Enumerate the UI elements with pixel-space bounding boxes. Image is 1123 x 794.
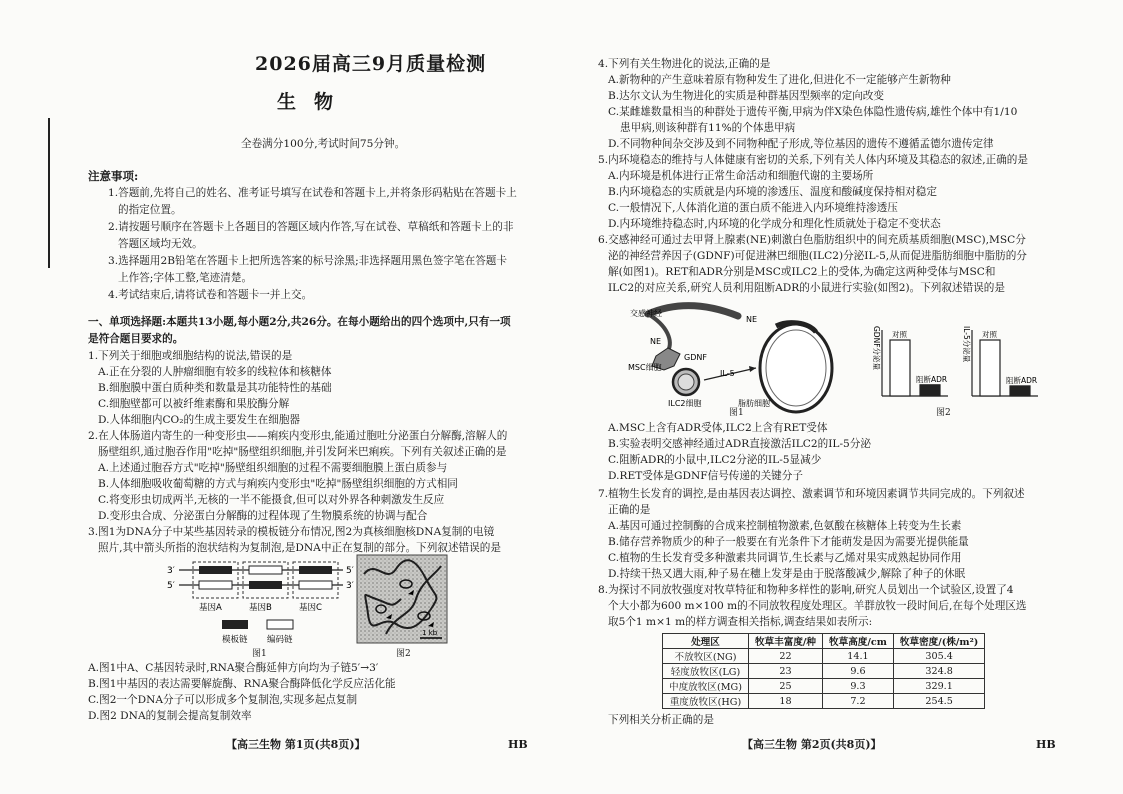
- table-header-cell: 牧草密度/(株/m²): [893, 634, 984, 649]
- q2-option: C.将变形虫切成两半,无核的一半不能摄食,但可以对外界各种刺激发生反应: [98, 494, 445, 506]
- q1-option: D.人体细胞内CO₂的生成主要发生在细胞器: [98, 414, 301, 426]
- table-cell: 7.2: [823, 694, 894, 709]
- chart-bar-label: 阻断ADR: [1006, 375, 1038, 385]
- q2-stem: 2.在人体肠道内寄生的一种变形虫——痢疾内变形虫,能通过胞吐分泌蛋白分解酶,溶解人的: [88, 430, 508, 442]
- q7-option: C.植物的生长发育受多种激素共同调节,生长素与乙烯对果实成熟起协同作用: [608, 552, 962, 564]
- scale-bar-label: 1 kb: [422, 629, 438, 637]
- section-heading: 一、单项选择题:本题共13小题,每小题2分,共26分。在每小题给出的四个选项中,只有一项: [88, 316, 511, 328]
- notice-line: 2.请按题号顺序在答题卡上各题目的答题区域内作答,写在试卷、草稿纸和答题卡上的非: [108, 221, 514, 233]
- ne-label: NE: [746, 315, 758, 324]
- q6-stem: ILC2的对应关系,研究人员利用阻断ADR的小鼠进行实验(如图2)。下列叙述错误的是: [608, 282, 1005, 294]
- q6-stem: 解(如图1)。RET和ADR分别是MSC或ILC2上的受体,为确定这两种受体与MSC和: [608, 266, 996, 278]
- exam-title: 2026届高三9月质量检测: [255, 53, 487, 75]
- table-header-cell: 牧草高度/cm: [823, 634, 894, 649]
- template-strand-segment: [199, 566, 232, 574]
- table-cell: 324.8: [893, 664, 984, 679]
- legend-coding-swatch: [267, 620, 293, 629]
- q6-figure-1: [628, 296, 838, 418]
- notice-line: 上作答;字体工整,笔迹清楚。: [118, 272, 253, 284]
- q6-option: C.阻断ADR的小鼠中,ILC2分泌的IL-5显减少: [608, 454, 822, 466]
- page-footer: 【高三生物 第1页(共8页)】: [226, 738, 366, 751]
- q3-option: B.图1中基因的表达需要解旋酶、RNA聚合酶降低化学反应活化能: [88, 678, 396, 690]
- q6-option: B.实验表明交感神经通过ADR直接激活ILC2的IL-5分泌: [608, 438, 871, 450]
- table-cell: 9.3: [823, 679, 894, 694]
- q3-stem: 照片,其中箭头所指的泡状结构为复制泡,是DNA中正在复制的部分。下列叙述错误的是: [98, 542, 501, 554]
- q5-option: B.内环境稳态的实质就是内环境的渗透压、温度和酸碱度保持相对稳定: [608, 186, 937, 198]
- q2-option: A.上述通过胞吞方式"吃掉"肠壁组织细胞的过程不需要细胞膜上蛋白质参与: [98, 462, 448, 474]
- notice-line: 答题区域均无效。: [118, 238, 203, 250]
- gene-a-label: 基因A: [199, 603, 222, 613]
- q7-option: D.持续干热又遇大雨,种子易在穗上发芽是由于脱落酸减少,解除了种子的休眠: [608, 568, 966, 580]
- gene-b-label: 基因B: [249, 603, 272, 613]
- gene-c-label: 基因C: [299, 603, 322, 613]
- q5-option: A.内环境是机体进行正常生命活动和细胞代谢的主要场所: [608, 170, 874, 182]
- notice-line: 3.选择题用2B铅笔在答题卡上把所选答案的标号涂黑;非选择题用黑色签字笔在答题卡: [108, 255, 507, 267]
- q2-option: D.变形虫合成、分泌蛋白分解酶的过程体现了生物膜系统的协调与配合: [98, 510, 428, 522]
- page-footer-code: HB: [508, 738, 528, 751]
- chart-bar: [980, 340, 1000, 396]
- msc-label: MSC细胞: [628, 363, 662, 372]
- table-cell: 9.6: [823, 664, 894, 679]
- fig1-caption: 图1: [252, 649, 267, 659]
- chart-bar-label: 对照: [892, 330, 907, 339]
- strand-5-right: 5′: [346, 566, 354, 576]
- coding-strand-segment: [299, 581, 332, 589]
- table-row: [663, 649, 985, 664]
- coding-strand-segment: [199, 581, 232, 589]
- q7-stem: 7.植物生长发育的调控,是由基因表达调控、激素调节和环境因素调节共同完成的。下列叙述: [598, 488, 1025, 500]
- chart-bar-label: 阻断ADR: [916, 374, 948, 384]
- table-cell: 22: [748, 649, 822, 664]
- q8-stem: 8.为探讨不同放牧强度对牧草特征和物种多样性的影响,研究人员划出一个试验区,设置了4: [598, 584, 1014, 596]
- q6-fig2-caption: 图2: [936, 408, 951, 418]
- q6-stem: 泌的神经营养因子(GDNF)可促进淋巴细胞(ILC2)分泌IL-5,从而促进脂肪细胞中脂肪的分: [608, 250, 1027, 262]
- page-footer-code: HB: [1036, 738, 1056, 751]
- q8-stem: 个大小都为600 m×100 m的不同放牧程度处理区。羊群放牧一段时间后,在每个处理区选: [608, 600, 1027, 612]
- template-strand-segment: [249, 581, 282, 589]
- chart-bar-label: 对照: [982, 330, 997, 339]
- table-cell: 中度放牧区(MG): [663, 679, 749, 694]
- table-header-row: [663, 634, 985, 649]
- binding-line: [48, 118, 50, 268]
- chart-bar: [1010, 386, 1030, 396]
- q5-option: D.内环境维持稳态时,内环境的化学成分和理化性质就处于稳定不变状态: [608, 218, 941, 230]
- q4-option: B.达尔文认为生物进化的实质是种群基因型频率的定向改变: [608, 90, 884, 102]
- q4-stem: 4.下列有关生物进化的说法,正确的是: [598, 58, 771, 70]
- q3-option: A.图1中A、C基因转录时,RNA聚合酶延伸方向均为子链5′→3′: [88, 662, 379, 674]
- chart-bar: [890, 340, 910, 396]
- q6-option: A.MSC上含有ADR受体,ILC2上含有RET受体: [608, 422, 828, 434]
- q6-figure-2-charts: [862, 318, 1038, 404]
- table-cell: 25: [748, 679, 822, 694]
- fat-cell: [760, 324, 832, 412]
- table-cell: 不放牧区(NG): [663, 649, 749, 664]
- strand-5-label: 5′: [167, 581, 175, 591]
- q3-figure-1: [165, 560, 355, 660]
- subject-title: 生物: [277, 91, 352, 113]
- table-cell: 305.4: [893, 649, 984, 664]
- sympathetic-label: 交感神经: [630, 309, 662, 318]
- q3-option: D.图2 DNA的复制会提高复制效率: [88, 710, 252, 722]
- q6-fig1-caption: 图1: [729, 408, 744, 418]
- fat-label: 脂肪细胞: [738, 399, 770, 408]
- q6-stem: 6.交感神经可通过去甲肾上腺素(NE)刺激白色脂肪组织中的间充质基质细胞(MSC),MSC分: [598, 234, 1026, 246]
- table-cell: 14.1: [823, 649, 894, 664]
- q3-stem: 3.图1为DNA分子中某些基因转录的模板链分布情况,图2为真核细胞核DNA复制的电镜: [88, 526, 495, 538]
- strand-3-label: 3′: [167, 566, 175, 576]
- q2-option: B.人体细胞吸收葡萄糖的方式与痢疾内变形虫"吃掉"肠壁组织细胞的方式相同: [98, 478, 458, 490]
- exam-page-1: [0, 0, 560, 794]
- q4-option: C.某雌雄数量相当的种群处于遗传平衡,甲病为伴X染色体隐性遗传病,雄性个体中有1/10: [608, 106, 1018, 118]
- table-cell: 18: [748, 694, 822, 709]
- q4-option: A.新物种的产生意味着原有物种发生了进化,但进化不一定能够产生新物种: [608, 74, 951, 86]
- notice-line: 4.考试结束后,请将试卷和答题卡一并上交。: [108, 289, 313, 301]
- q8-after: 下列相关分析正确的是: [608, 714, 714, 726]
- legend-template-swatch: [222, 620, 248, 629]
- q6-option: D.RET受体是GDNF信号传递的关键分子: [608, 470, 803, 482]
- chart-ylabel: GDNF分泌量: [872, 326, 881, 371]
- notice-title: 注意事项:: [88, 169, 139, 183]
- q4-option: 患甲病,则该种群有11%的个体患甲病: [620, 122, 796, 134]
- table-cell: 329.1: [893, 679, 984, 694]
- table-cell: 254.5: [893, 694, 984, 709]
- q7-option: A.基因可通过控制酶的合成来控制植物激素,色氨酸在核糖体上转变为生长素: [608, 520, 962, 532]
- table-row: [663, 694, 985, 709]
- coding-strand-segment: [249, 566, 282, 574]
- fig2-caption: 图2: [396, 649, 411, 659]
- q5-stem: 5.内环境稳态的维持与人体健康有密切的关系,下列有关人体内环境及其稳态的叙述,正确的是: [598, 154, 1028, 166]
- table-row: [663, 679, 985, 694]
- legend-coding-label: 编码链: [267, 635, 293, 645]
- table-cell: 重度放牧区(HG): [663, 694, 749, 709]
- page-footer: 【高三生物 第2页(共8页)】: [742, 738, 882, 751]
- ne-label: NE: [650, 337, 662, 346]
- q5-option: C.一般情况下,人体消化道的蛋白质不能进入内环境维持渗透压: [608, 202, 898, 214]
- q4-option: D.不同物种间杂交涉及到不同物种配子形成,等位基因的遗传不遵循孟德尔遗传定律: [608, 138, 994, 150]
- table-cell: 轻度放牧区(LG): [663, 664, 749, 679]
- notice-line: 1.答题前,先将自己的姓名、准考证号填写在试卷和答题卡上,并将条形码粘贴在答题卡上: [108, 187, 517, 199]
- chart-bar: [920, 385, 940, 396]
- q1-option: A.正在分裂的人肿瘤细胞有较多的线粒体和核糖体: [98, 366, 332, 378]
- legend-template-label: 模板链: [222, 635, 248, 645]
- q1-stem: 1.下列关于细胞或细胞结构的说法,错误的是: [88, 350, 293, 362]
- notice-line: 的指定位置。: [118, 204, 182, 216]
- il5-label: IL-5: [720, 369, 735, 378]
- exam-info: 全卷满分100分,考试时间75分钟。: [241, 138, 406, 150]
- q7-stem: 正确的是: [608, 504, 651, 516]
- q3-option: C.图2一个DNA分子可以形成多个复制泡,实现多起点复制: [88, 694, 358, 706]
- q1-option: B.细胞膜中蛋白质种类和数量是其功能特性的基础: [98, 382, 332, 394]
- template-strand-segment: [299, 566, 332, 574]
- table-header-cell: 处理区: [663, 634, 749, 649]
- q1-option: C.细胞壁都可以被纤维素酶和果胶酶分解: [98, 398, 290, 410]
- section-heading: 是符合题目要求的。: [88, 333, 184, 345]
- q3-figure-2-micrograph: [356, 554, 448, 646]
- strand-3-right: 3′: [346, 581, 354, 591]
- q8-stem: 取5个1 m×1 m的样方调查相关指标,调查结果如表所示:: [608, 616, 873, 628]
- table-header-cell: 牧草丰富度/种: [748, 634, 822, 649]
- table-row: [663, 664, 985, 679]
- q7-option: B.储存营养物质少的种子一般要在有光条件下才能萌发是因为需要光提供能量: [608, 536, 969, 548]
- chart-ylabel: IL-5分泌量: [962, 326, 971, 363]
- table-cell: 23: [748, 664, 822, 679]
- grazing-data-table: [662, 633, 985, 709]
- gdnf-label: GDNF: [684, 353, 707, 362]
- ilc2-label: ILC2细胞: [668, 399, 702, 408]
- q2-stem: 肠壁组织,通过胞吞作用"吃掉"肠壁组织细胞,并引发阿米巴痢疾。下列有关叙述正确的是: [98, 446, 507, 458]
